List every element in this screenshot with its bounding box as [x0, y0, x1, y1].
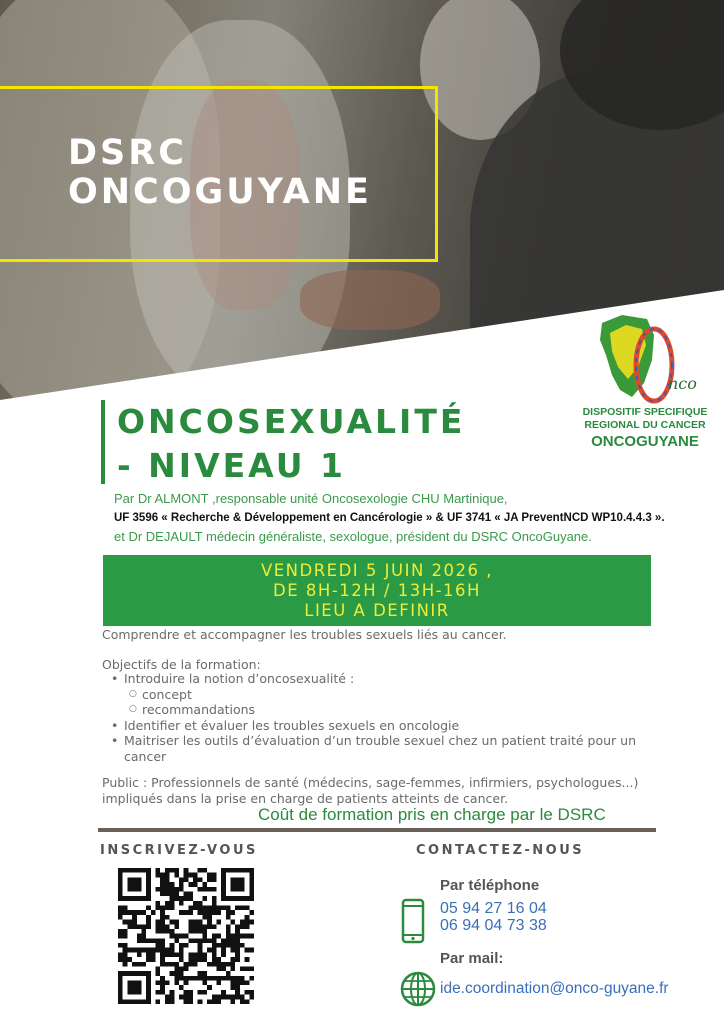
title-accent-bar — [101, 400, 105, 484]
divider — [98, 828, 656, 832]
list-item: • Maitriser les outils d’évaluation d’un trouble sexuel chez un patient traité pour un cancer — [110, 733, 660, 764]
hero-title: DSRC ONCOGUYANE — [68, 133, 372, 212]
time-line: DE 8H-12H / 13H-16H — [273, 581, 481, 600]
phone-icon — [400, 898, 426, 944]
list-item: ○ concept — [110, 687, 660, 703]
phone-number-2[interactable]: 06 94 04 73 38 — [440, 917, 547, 934]
objectives-list — [110, 671, 660, 764]
cost-text: Coût de formation pris en charge par le DSRC — [258, 805, 606, 824]
objectives-label: Objectifs de la formation: — [102, 657, 261, 672]
mail-label: Par mail: — [440, 950, 504, 967]
list-item: • Introduire la notion d’oncosexualité : — [110, 671, 660, 687]
logo-caption: DISPOSITIF SPECIFIQUE REGIONAL DU CANCER ONCOGUYANE — [582, 406, 708, 450]
logo-mark-text: nco — [668, 374, 697, 393]
list-item: • Identifier et évaluer les troubles sexuels en oncologie — [110, 718, 660, 734]
course-title: ONCOSEXUALITÉ - NIVEAU 1 — [117, 402, 466, 485]
date-line: VENDREDI 5 JUIN 2026 , — [260, 561, 494, 580]
email-link[interactable]: ide.coordination@onco-guyane.fr — [440, 980, 669, 997]
list-item: ○ recommandations — [110, 702, 660, 718]
globe-icon — [400, 971, 436, 1007]
phone-label: Par téléphone — [440, 877, 540, 894]
phone-number-1[interactable]: 05 94 27 16 04 — [440, 900, 547, 917]
intro-text: Comprendre et accompagner les troubles sexuels liés au cancer. — [102, 627, 507, 642]
location-line: LIEU A DEFINIR — [304, 601, 450, 620]
onco-logo — [592, 305, 702, 405]
uf-reference: UF 3596 « Recherche & Développement en Cancérologie » & UF 3741 « JA PreventNCD WP10.4.4.3 ». — [114, 512, 665, 524]
byline-dejault: et Dr DEJAULT médecin généraliste, sexologue, président du DSRC OncoGuyane. — [114, 529, 592, 544]
byline-almont: Par Dr ALMONT ,responsable unité Oncosexologie CHU Martinique, — [114, 491, 508, 506]
register-heading: INSCRIVEZ-VOUS — [100, 843, 258, 858]
date-banner — [103, 555, 651, 626]
qr-code[interactable] — [118, 868, 254, 1004]
contact-heading: CONTACTEZ-NOUS — [416, 843, 585, 858]
public-text: Public : Professionnels de santé (médecins, sage-femmes, infirmiers, psychologues...) impliqués dans la prise en charge de patients atteints de cancer. — [102, 775, 639, 806]
